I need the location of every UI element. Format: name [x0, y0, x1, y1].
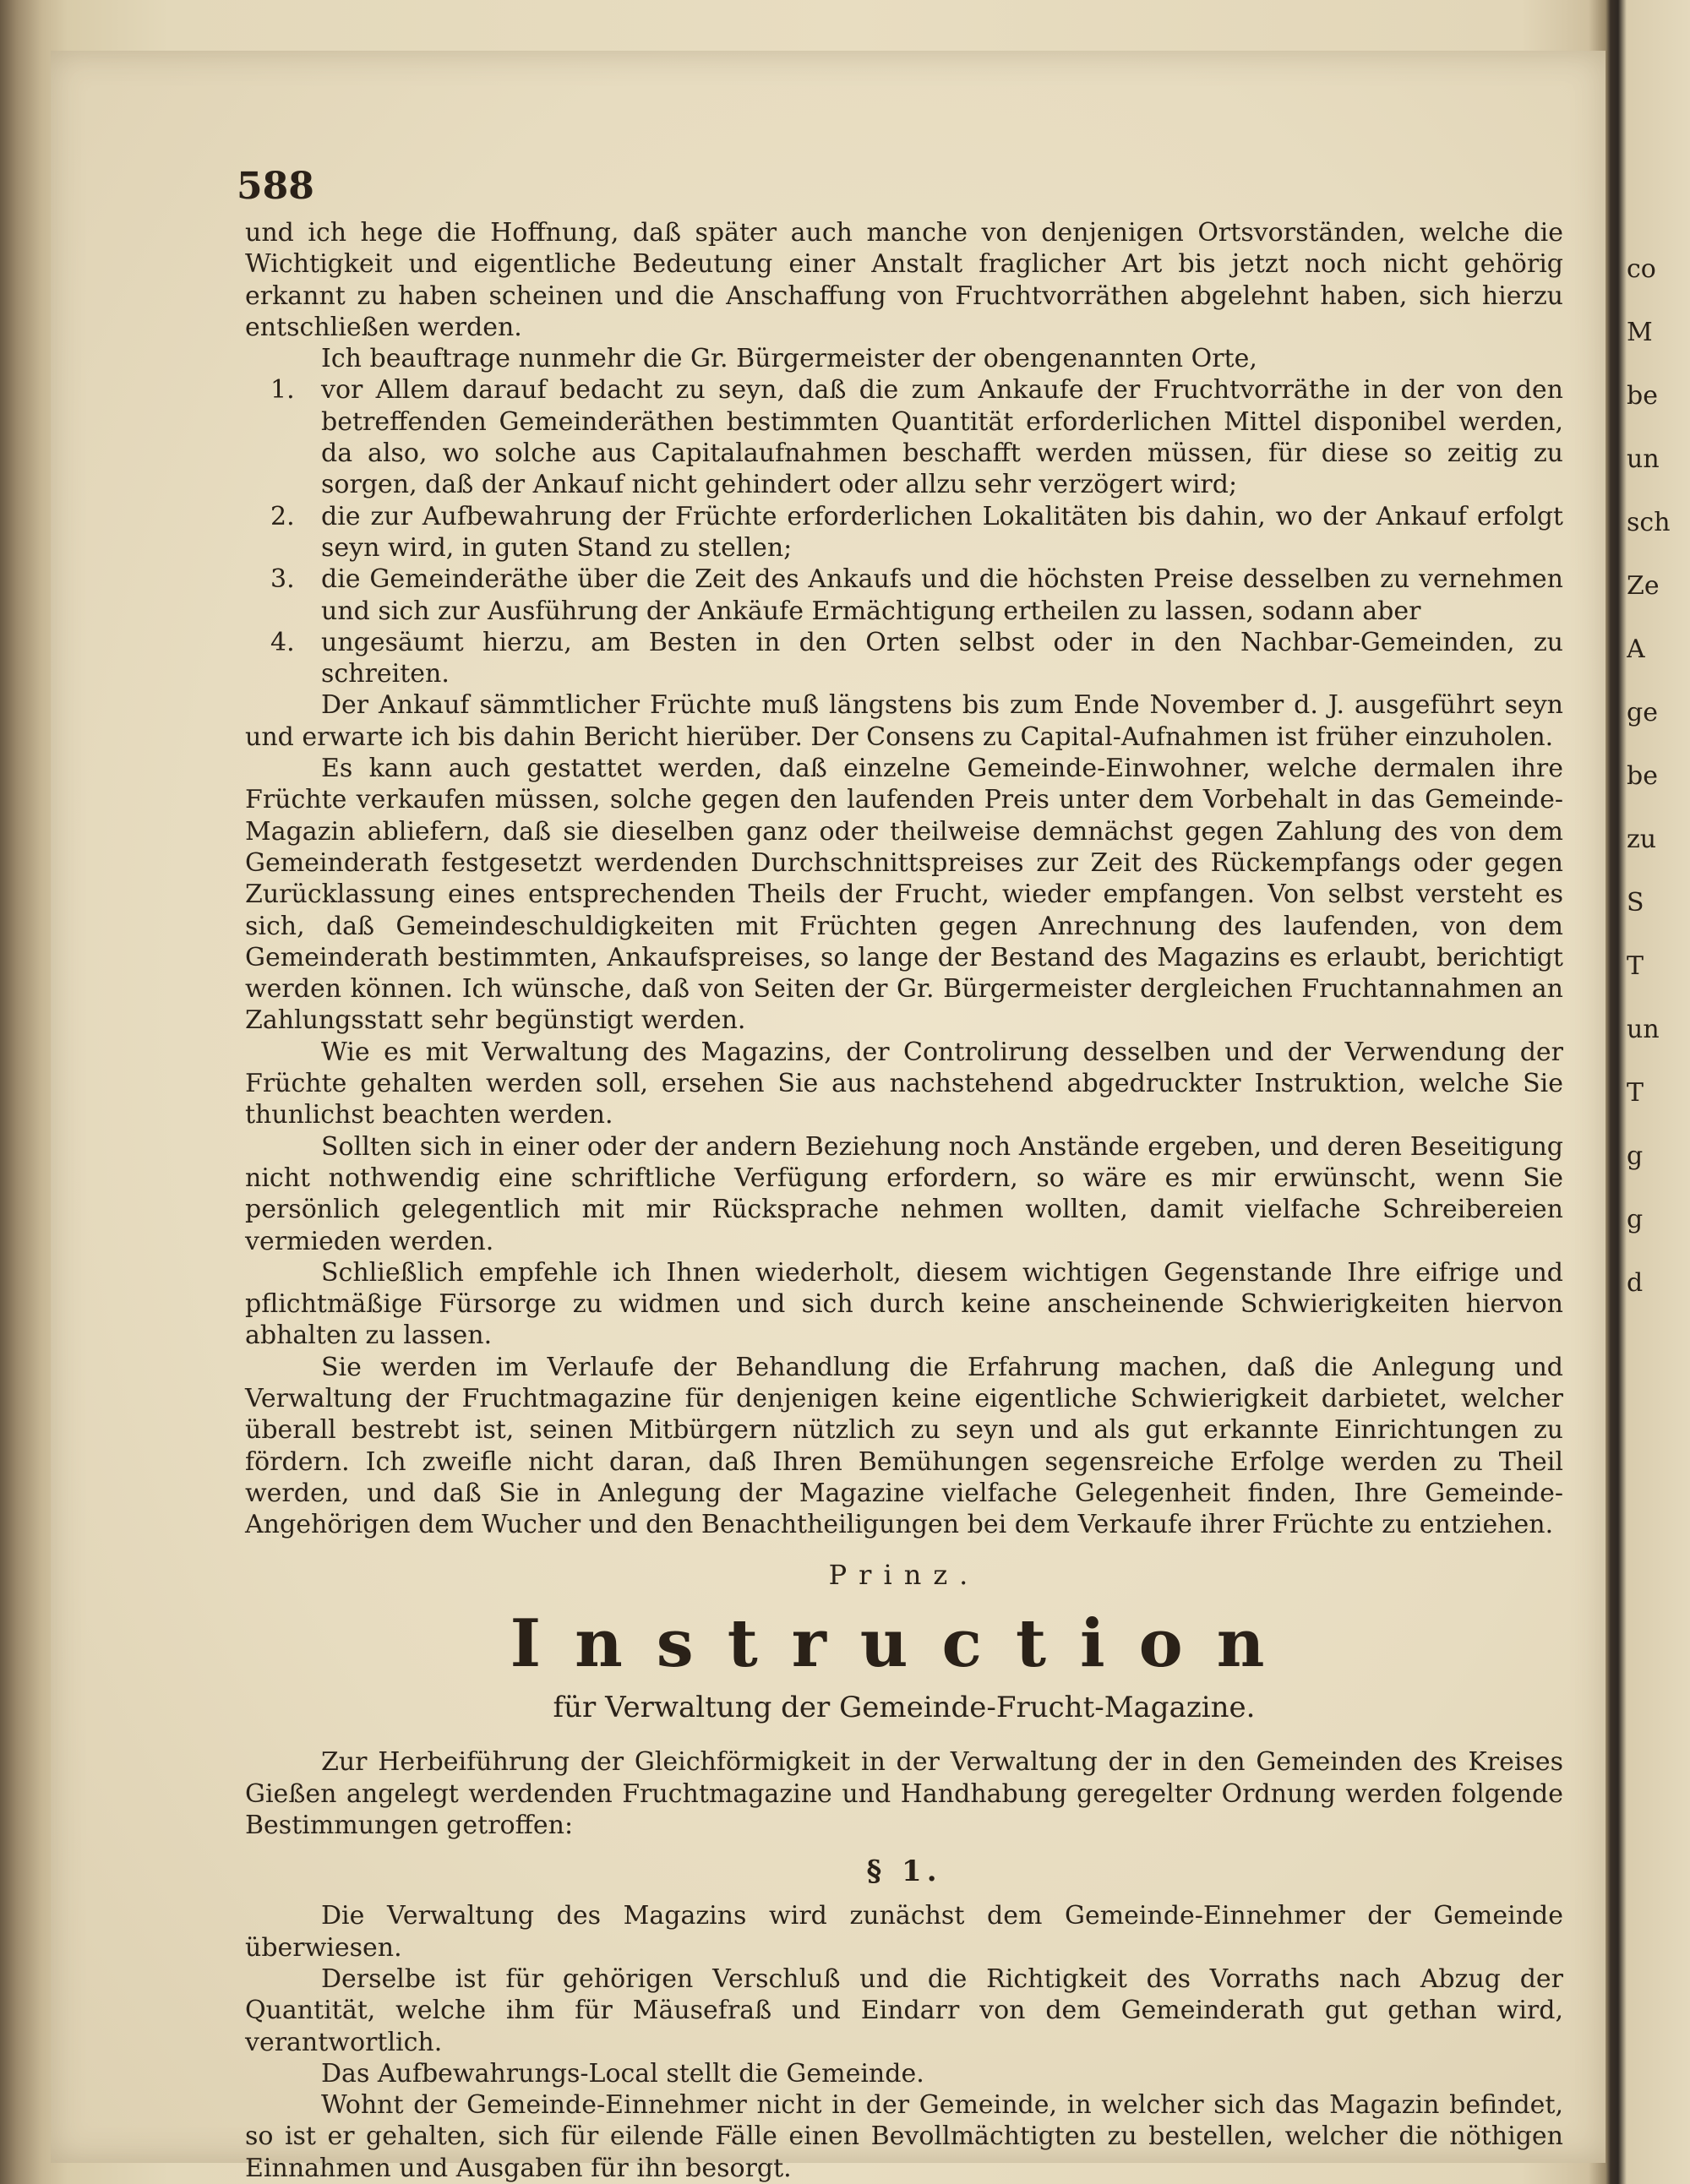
list-item [245, 501, 1563, 564]
section-1-paragraph-3: Das Aufbewahrungs-Local stellt die Gemeinde. [321, 2058, 924, 2089]
right-page-fragment: un [1627, 1015, 1660, 1044]
paragraph-8: Sie werden im Verlaufe der Behandlung die Erfahrung machen, daß die Anlegung und Verwaltung der Fruchtmagazine für denjenigen keine eigentliche Schwierigkeit darbietet, welcher überall bestrebt ist, seinen Mitbürgern nützlich zu seyn und als gut erkannte Einrichtungen zu fördern. Ich zweifle nicht daran, daß Ihren Bemühungen segensreiche Erfolge werden zu Theil werden, und daß Sie in Anlegung der Magazine vielfache Gelegenheit finden, Ihre Gemeinde-Angehörigen dem Wucher und den Benachtheiligungen bei dem Verkaufe ihrer Früchte zu entziehen. [245, 1352, 1563, 1540]
list-item-text: die zur Aufbewahrung der Früchte erforderlichen Lokalitäten bis dahin, wo der Ankauf erfolgt seyn wird, in guten Stand zu stellen; [321, 501, 1563, 563]
list-item-text: die Gemeinderäthe über die Zeit des Ankaufs und die höchsten Preise desselben zu vernehmen und sich zur Ausführung der Ankäufe Ermächtigung ertheilen zu lassen, sodann aber [321, 564, 1563, 626]
list-item-number: 3. [270, 564, 295, 595]
paragraph-6: Sollten sich in einer oder der andern Beziehung noch Anstände ergeben, und deren Beseitigung nicht nothwendig eine schriftliche Verfügung erfordern, so wäre es mir erwünscht, wenn Sie persönlich gelegentlich mit mir Rücksprache nehmen wollten, damit vielfache Schreibereien vermieden werden. [245, 1131, 1563, 1256]
instruction-title: Instruction [510, 1605, 1299, 1683]
section-1-paragraph-1: Die Verwaltung des Magazins wird zunächst dem Gemeinde-Einnehmer der Gemeinde überwiesen. [245, 1901, 1563, 1963]
list-item [245, 627, 1563, 690]
list-item [245, 374, 1563, 500]
instruction-subtitle: für Verwaltung der Gemeinde-Frucht-Magazine. [553, 1691, 1256, 1725]
instruction-intro: Zur Herbeiführung der Gleichförmigkeit in der Verwaltung der in den Gemeinden des Kreises Gießen angelegt werdenden Fruchtmagazine und Handhabung geregelter Ordnung werden folgende Bestimmungen getroffen: [245, 1747, 1563, 1841]
section-1-paragraph-4: Wohnt der Gemeinde-Einnehmer nicht in der Gemeinde, in welcher sich das Magazin befindet, so ist er gehalten, sich für eilende Fälle einen Bevollmächtigten zu bestellen, welcher die nöthigen Einnahmen und Ausgaben für ihn besorgt. [245, 2090, 1563, 2183]
list-item-text: vor Allem darauf bedacht zu seyn, daß die zum Ankaufe der Fruchtvorräthe in der von den betreffenden Gemeinderäthen bestimmten Quantität erforderlichen Mittel disponibel werden, da also, wo solche aus Capitalaufnahmen beschafft werden müssen, für diese so zeitig zu sorgen, daß der Ankauf nicht gehindert oder allzu sehr verzögert wird; [321, 375, 1563, 500]
paragraph-5: Wie es mit Verwaltung des Magazins, der Controlirung desselben und der Verwendung der Früchte gehalten werden soll, ersehen Sie aus nachstehend abgedruckter Instruktion, welche Sie thunlichst beachten werden. [245, 1037, 1563, 1130]
paragraph-4: Es kann auch gestattet werden, daß einzelne Gemeinde-Einwohner, welche dermalen ihre Früchte verkaufen müssen, solche gegen den laufenden Preis unter dem Vorbehalt in das Gemeinde-Magazin abliefern, daß sie dieselben ganz oder theilweise demnächst gegen Zahlung des von dem Gemeinderath festgesetzt werdenden Durchschnittspreises zur Zeit des Rückempfangs oder gegen Zurücklassung eines entsprechenden Theils der Frucht, wieder empfangen. Von selbst versteht es sich, daß Gemeindeschuldigkeiten mit Früchten gegen Anrechnung des laufenden, von dem Gemeinderath bestimmten, Ankaufspreises, so lange der Bestand des Magazins es erlaubt, berichtigt werden können. Ich wünsche, daß von Seiten der Gr. Bürgermeister dergleichen Fruchtannahmen an Zahlungsstatt sehr begünstigt werden. [245, 754, 1563, 1036]
paragraph-2: Ich beauftrage nunmehr die Gr. Bürgermeister der obengenannten Orte, [321, 344, 1257, 374]
page-number: 588 [237, 165, 314, 208]
right-page-fragment: zu [1627, 825, 1657, 854]
list-item [245, 564, 1563, 627]
section-1-paragraph-2: Derselbe ist für gehörigen Verschluß und die Richtigkeit des Vorraths nach Abzug der Quantität, welche ihm für Mäusefraß und Eindarr von dem Gemeinderath gut gethan wird, verantwortlich. [245, 1963, 1563, 2057]
paragraph-3: Der Ankauf sämmtlicher Früchte muß längstens bis zum Ende November d. J. ausgeführt seyn und erwarte ich bis dahin Bericht hierüber. Der Consens zu Capital-Aufnahmen ist früher einzuholen. [245, 690, 1563, 752]
page-text-block [237, 165, 1563, 2184]
section-heading: § 1. [866, 1854, 942, 1889]
right-page-edge-fragments [1627, 253, 1690, 1331]
right-page-fragment: d [1627, 1268, 1644, 1298]
right-page-fragment: T [1627, 1078, 1644, 1108]
right-page-fragment: Ze [1627, 571, 1660, 601]
list-item-number: 2. [270, 501, 295, 531]
right-page-fragment: M [1627, 318, 1653, 347]
list-item-number: 1. [270, 375, 295, 406]
right-page-fragment: ge [1627, 698, 1658, 727]
right-page-fragment: T [1627, 951, 1644, 981]
right-page-fragment: co [1627, 254, 1656, 284]
right-page-fragment: un [1627, 444, 1660, 474]
paragraph-1: und ich hege die Hoffnung, daß später auch manche von denjenigen Ortsvorständen, welche die Wichtigkeit und eigentliche Bedeutung einer Anstalt fraglicher Art bis jetzt noch nicht gehörig erkannt zu haben scheinen und die Anschaffung von Fruchtvorräthen abgelehnt haben, sich hierzu entschließen werden. [245, 218, 1563, 342]
right-page-fragment: sch [1627, 508, 1671, 537]
right-page-fragment: g [1627, 1141, 1644, 1171]
right-page-fragment: A [1627, 635, 1645, 664]
paragraph-7: Schließlich empfehle ich Ihnen wiederholt, diesem wichtigen Gegenstande Ihre eifrige und pflichtmäßige Fürsorge zu widmen und sich durch keine anscheinende Schwierigkeiten hiervon abhalten zu lassen. [245, 1257, 1563, 1351]
signature: Prinz. [828, 1559, 980, 1592]
right-page-fragment: be [1627, 761, 1658, 791]
right-page-fragment: S [1627, 888, 1644, 918]
right-page-fragment: be [1627, 381, 1658, 411]
list-item-number: 4. [270, 627, 295, 657]
right-page-fragment: g [1627, 1205, 1644, 1234]
list-item-text: ungesäumt hierzu, am Besten in den Orten selbst oder in den Nachbar-Gemeinden, zu schreiten. [321, 627, 1563, 689]
